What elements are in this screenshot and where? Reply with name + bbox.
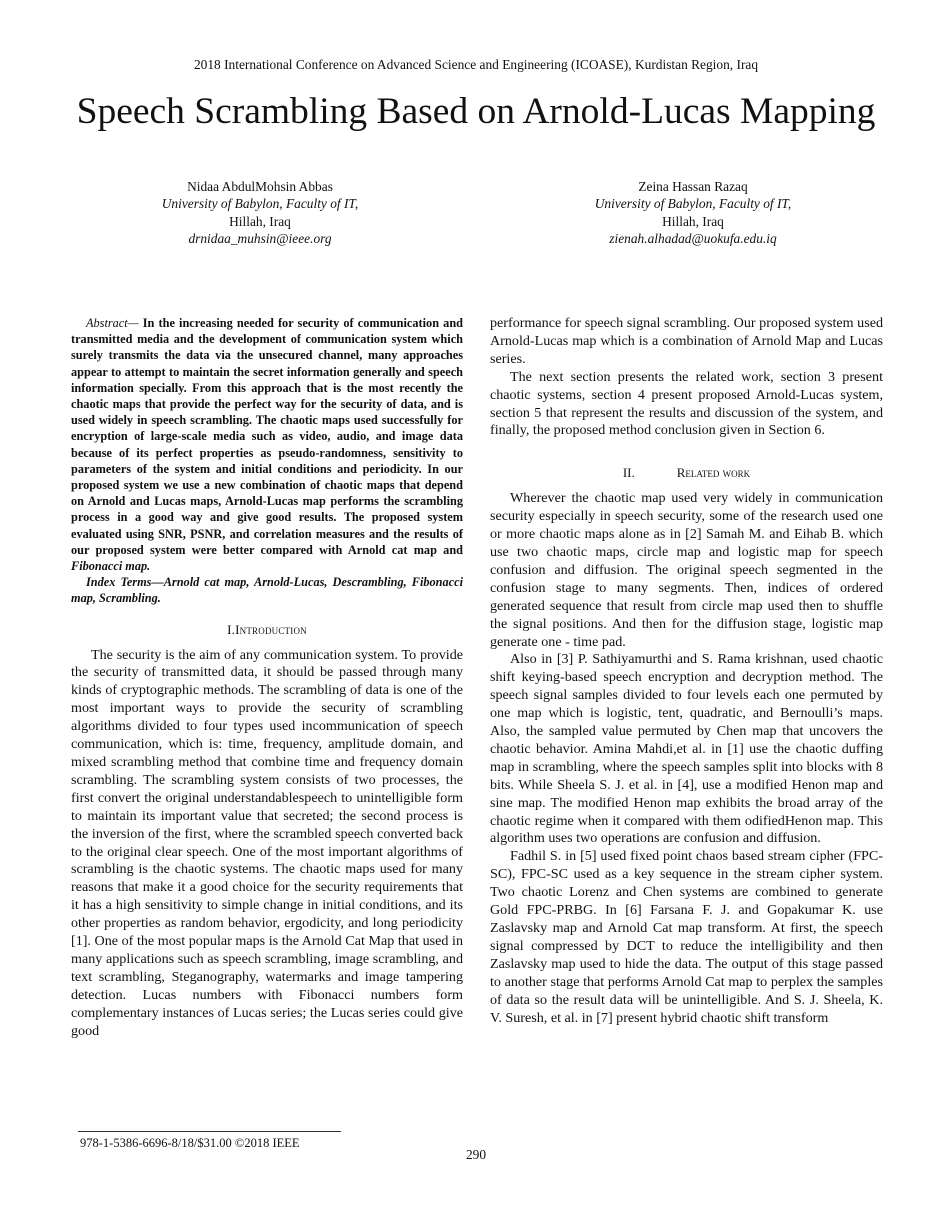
section-number: I. bbox=[227, 621, 236, 637]
author-block-2 bbox=[543, 178, 843, 247]
page-number: 290 bbox=[465, 1147, 487, 1162]
author-affiliation: University of Babylon, Faculty of IT, bbox=[594, 196, 792, 212]
author-name: Zeina Hassan Razaq bbox=[638, 179, 748, 194]
section-heading-introduction bbox=[71, 621, 463, 639]
index-terms: Index Terms—Arnold cat map, Arnold-Lucas, Descrambling, Fibonacci map, Scrambling. bbox=[71, 575, 463, 606]
author-block-1 bbox=[110, 178, 410, 247]
section-title: Introduction bbox=[235, 621, 307, 637]
author-affiliation: University of Babylon, Faculty of IT, bbox=[161, 196, 359, 212]
introduction-continuation: performance for speech signal scrambling. Our proposed system used Arnold-Lucas map which is a combination of Arnold Map and Lucas series. bbox=[490, 315, 883, 367]
abstract-emph: Fibonacci map. bbox=[71, 559, 151, 574]
abstract bbox=[71, 315, 463, 574]
related-work-paragraph-2: Also in [3] P. Sathiyamurthi and S. Rama krishnan, used chaotic shift keying-based speech encryption and decryption method. The speech signal samples divided to four levels each one permuted by one map which is logistic, tent, quadratic, and Bernoulli’s maps. Also, the sampled value permuted by Chen map that uncovers the chaotic behavior. Amina Mahdi,et al. in [1] use the chaotic duffing map in scrambling, where the speech samples split into blocks with 8 bits. While Sheela S. J. et al. in [4], use a modified Henon map and sine map. The modified Henon map exhibits the broad array of the chaotic regime when it compared with them odifiedHenon map. This algorithm uses two operations are confusion and diffusion. bbox=[490, 651, 883, 847]
abstract-label: Abstract— bbox=[86, 316, 139, 330]
section-heading-related-work bbox=[490, 464, 883, 482]
conference-header: 2018 International Conference on Advanced Science and Engineering (ICOASE), Kurdistan Region, Iraq bbox=[193, 57, 759, 72]
abstract-text: In the increasing needed for security of communication and transmitted media and the development of communication system which surely transmits the data via the unsecured channel, many approaches appear to attempt to maintain the secret information generally and speech information specially. From this approach that is the most recently the chaotic maps that provide the perfect way for the security of data, and is used widely in speech scrambling. The chaotic maps used successfully for encryption of large-scale media such as video, audio, and image data because of its perfect properties as pseudo-randomness, sensitivity to parameters of the system and initial conditions and periodicity. In our proposed system we use a new combination of chaotic maps that depend on Arnold and Lucas maps, Arnold-Lucas map performs the scrambling process in a good way and give good results. The proposed system evaluated using SNR, PSNR, and correlation measures and the results of our proposed system were better compared with Arnold cat map and bbox=[71, 316, 463, 557]
author-name: Nidaa AbdulMohsin Abbas bbox=[187, 179, 333, 194]
introduction-paragraph: The security is the aim of any communication system. To provide the security of transmitted data, it should be passed through many kinds of cryptographic methods. The scrambling of data is one of the most important ways to provide the security of scrambling algorithms divided to four types used incommunication of speech communication, which is: time, frequency, amplitude domain, and mixed scrambling method that combine time and frequency domain scrambling. The scrambling system consists of two processes, the first convert the original understandablespeech to unintelligible form to maintain its important value that secreted; the second process is the inversion of the first, where the scrambled speech converted back to the original clear speech. One of the most important algorithms of scrambling is the chaotic systems. The chaotic maps used for many reasons that make it a good choice for the security requirements that it has a high sensitivity to simple change in initial conditions, and its other properties as random behavior, ergodicity, and long periodicity [1]. One of the most popular maps is the Arnold Cat Map that used in many applications such as speech scrambling, image scrambling, and text scrambling, Steganography, watermarks and image tampering detection. Lucas numbers with Fibonacci numbers form complementary instances of Lucas series; the Lucas series could give good bbox=[71, 646, 463, 1039]
author-city: Hillah, Iraq bbox=[229, 213, 291, 229]
copyright-footnote: 978-1-5386-6696-8/18/$31.00 ©2018 IEEE bbox=[80, 1136, 300, 1150]
left-column bbox=[71, 315, 463, 1041]
footnote-rule bbox=[78, 1131, 341, 1132]
related-work-paragraph-3: Fadhil S. in [5] used fixed point chaos based stream cipher (FPC-SC), FPC-SC used as a key sequence in the stream cipher system. Two chaotic Lorenz and Chen systems are combined to generate Gold FPC-PRBG. In [6] Farsana F. J. and Gopakumar K. use Zaslavsky map and Arnold Cat map transform. At first, the speech signal compressed by DCT to reduce the intelligibility and then Zaslavsky map used to hide the data. The output of this stage passed to another stage that performs Arnold Cat map to perplex the samples of data so the result data will be unintelligible. And S. J. Sheela, K. V. Suresh, et al. in [7] present hybrid chaotic shift transform bbox=[490, 848, 883, 1026]
section-title: Related work bbox=[676, 465, 751, 481]
author-email: zienah.alhadad@uokufa.edu.iq bbox=[609, 230, 777, 246]
outline-paragraph: The next section presents the related work, section 3 present chaotic systems, section 4 present proposed Arnold-Lucas system, section 5 that represent the results and discussion of the system, and finally, the proposed method conclusion given in Section 6. bbox=[490, 368, 883, 439]
author-email: drnidaa_muhsin@ieee.org bbox=[188, 230, 332, 246]
section-number: II. bbox=[622, 465, 635, 481]
author-city: Hillah, Iraq bbox=[662, 213, 724, 229]
paper-title: Speech Scrambling Based on Arnold-Lucas Mapping bbox=[76, 91, 876, 132]
right-column bbox=[490, 315, 883, 1027]
related-work-paragraph-1: Wherever the chaotic map used very widely in communication security especially in speech security, some of the research used one or more chaotic maps alone as in [2] Samah M. and Eihab B. which use two chaotic maps, circle map and logistic map for speech confusion and diffusion. The original speech segmented in the confusion stage to many segments. Then, indices of ordered generated sequence that result from circle map used then to shuffle the signal positions. And then for the diffusion stage, logistic map generate one - time pad. bbox=[490, 490, 883, 650]
